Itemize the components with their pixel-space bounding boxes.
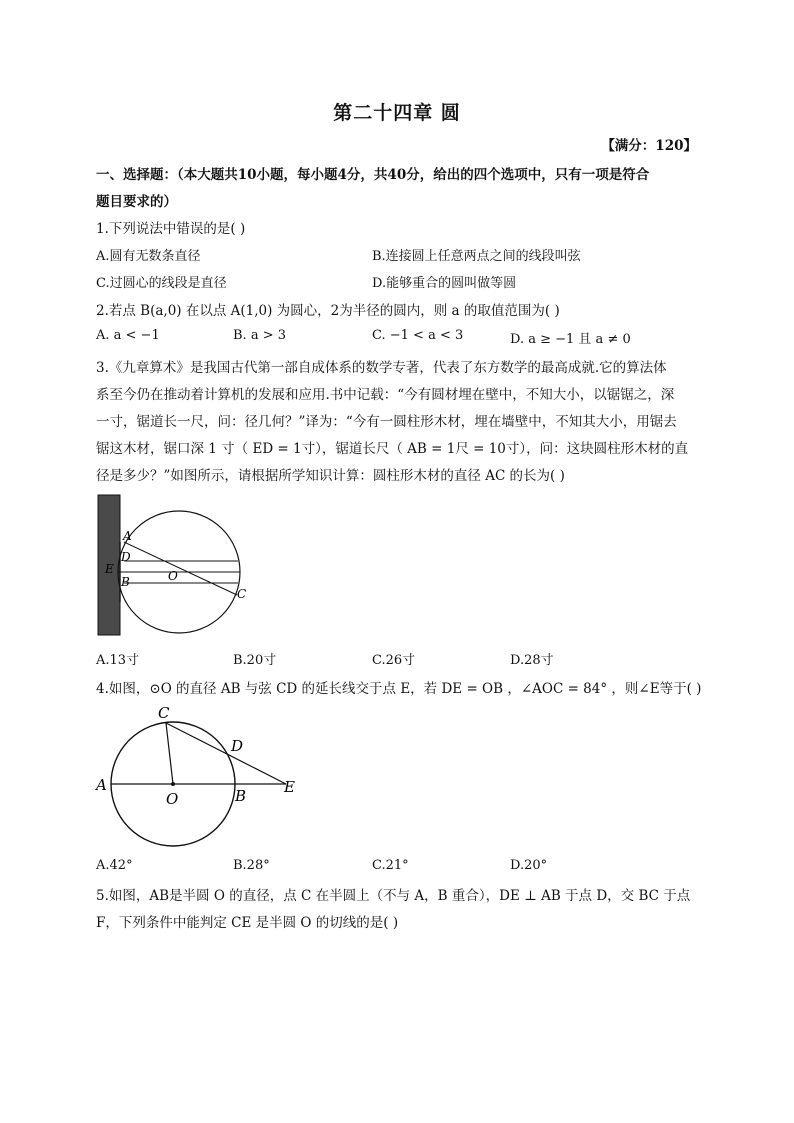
q4-option-d: D.20° xyxy=(510,858,548,873)
q3-line-3: 一寸，锯道长一尺，问：径几何？”译为：“今有一圆柱形木材，埋在墙壁中，不知其大小，用锯去 xyxy=(96,414,677,430)
q2-option-a: A. a < −1 xyxy=(96,328,160,343)
q4-option-b: B.28° xyxy=(233,858,270,873)
q5-line-1: 5.如图，AB是半圆 O 的直径，点 C 在半圆上（不与 A，B 重合），DE ⊥ AB 于点 D，交 BC 于点 xyxy=(96,888,691,904)
page-title: 第二十四章 圆 xyxy=(333,102,461,124)
q3-line-1: 3.《九章算术》是我国古代第一部自成体系的数学专著，代表了东方数学的最高成就.它的算法体 xyxy=(96,360,667,376)
q2-stem: 2.若点 B(a,0) 在以点 A(1,0) 为圆心，2为半径的圆内，则 a 的取值范围为( ) xyxy=(96,303,560,319)
label-d: D xyxy=(121,550,131,564)
label-o: O xyxy=(166,790,179,808)
label-e: E xyxy=(284,778,295,796)
center-dot xyxy=(171,782,175,786)
label-c: C xyxy=(158,704,170,722)
q3-option-b: B.20寸 xyxy=(233,653,277,668)
label-c: C xyxy=(237,587,247,601)
line-ce xyxy=(166,723,286,784)
label-o: O xyxy=(168,569,178,583)
label-e: E xyxy=(105,562,114,576)
q5-line-2: F，下列条件中能判定 CE 是半圆 O 的切线的是( ) xyxy=(96,915,399,931)
q4-stem: 4.如图，⊙O 的直径 AB 与弦 CD 的延长线交于点 E，若 DE = OB ，∠AOC = 84° ，则∠E等于( ) xyxy=(96,681,702,697)
q1-option-a: A.圆有无数条直径 xyxy=(96,249,201,264)
label-a: A xyxy=(96,776,107,794)
section-heading-line1: 一、选择题：（本大题共10小题，每小题4分，共40分，给出的四个选项中，只有一项是符合 xyxy=(96,167,650,183)
q4-option-a: A.42° xyxy=(96,858,133,873)
q4-option-c: C.21° xyxy=(372,858,409,873)
q3-figure xyxy=(94,493,264,639)
q2-option-d: D. a ≥ −1 且 a ≠ 0 xyxy=(510,332,631,347)
q4-figure xyxy=(92,700,312,850)
label-d: D xyxy=(231,737,244,755)
radius-oc xyxy=(166,723,173,784)
q3-option-c: C.26寸 xyxy=(372,653,416,668)
q2-option-b: B. a > 3 xyxy=(233,328,286,343)
q3-option-d: D.28寸 xyxy=(510,653,554,668)
q1-stem: 1.下列说法中错误的是( ) xyxy=(96,221,246,237)
q1-option-d: D.能够重合的圆叫做等圆 xyxy=(372,276,517,291)
q3-line-4: 锯这木材，锯口深 1 寸（ ED = 1寸），锯道长尺（ AB = 1尺 = 10寸），问：这块圆柱形木材的直 xyxy=(96,441,689,457)
q2-option-c: C. −1 < a < 3 xyxy=(372,328,464,343)
q3-option-a: A.13寸 xyxy=(96,653,140,668)
label-b: B xyxy=(121,575,130,589)
label-a: A xyxy=(123,529,132,543)
diameter-ac xyxy=(124,542,237,595)
q1-option-c: C.过圆心的线段是直径 xyxy=(96,276,227,291)
full-score-label: 【满分：120】 xyxy=(601,138,697,154)
q3-line-5: 径是多少？”如图所示，请根据所学知识计算：圆柱形木材的直径 AC 的长为( ) xyxy=(96,468,565,484)
section-heading-line2: 题目要求的） xyxy=(96,194,177,210)
q1-option-b: B.连接圆上任意两点之间的线段叫弦 xyxy=(372,249,581,264)
label-b: B xyxy=(235,787,247,805)
q3-line-2: 系至今仍在推动着计算机的发展和应用.书中记载：“今有圆材埋在壁中，不知大小，以锯锯之，深 xyxy=(96,387,675,403)
